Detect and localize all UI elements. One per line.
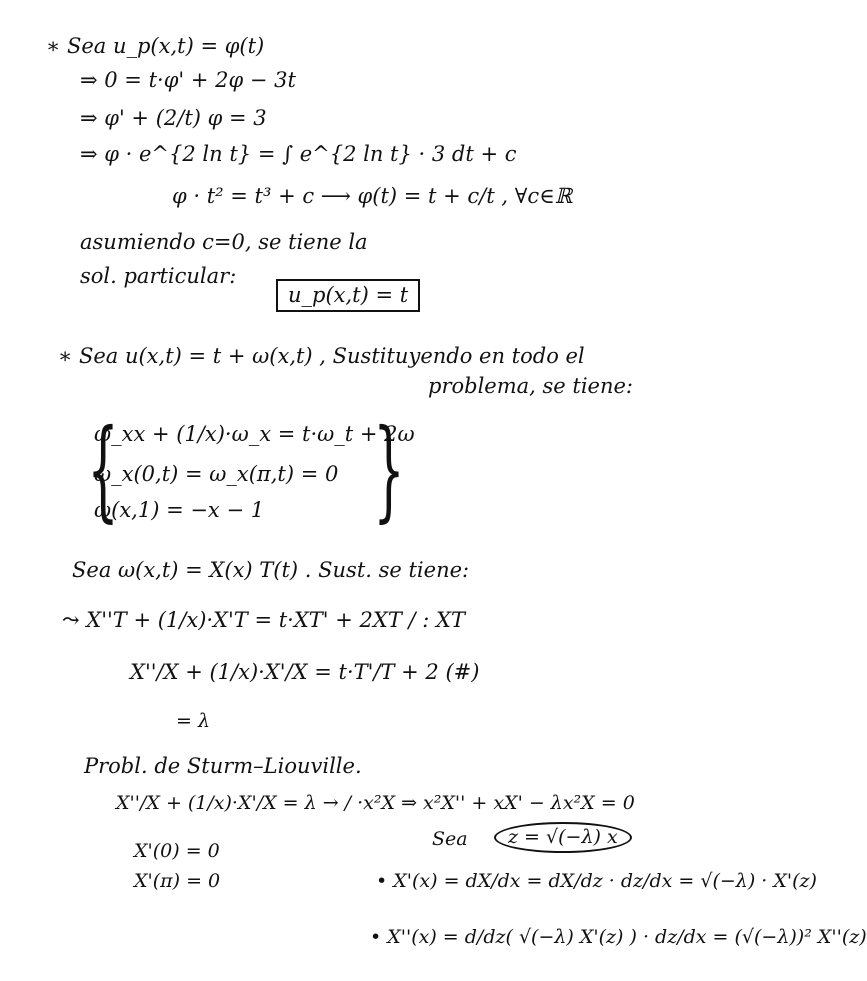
system-pde: ω_xx + (1/x)·ω_x = t·ω_t + 2ω [94, 422, 415, 446]
line-linear-ode: ⇒ φ' + (2/t) φ = 3 [80, 106, 267, 130]
line-sea-up: ∗ Sea u_p(x,t) = φ(t) [46, 34, 265, 58]
system-right-brace: } [373, 405, 405, 533]
circled-change-of-variable: z = √(−λ) x [494, 822, 632, 853]
line-second-derivative: • X''(x) = d/dz( √(−λ) X'(z) ) · dz/dx = (√(−λ))² X''(z) [370, 926, 867, 948]
line-eigen-equation: X''/X + (1/x)·X'/X = λ → / ·x²X ⇒ x²X'' + xX' − λx²X = 0 [116, 792, 635, 814]
boxed-particular-solution: u_p(x,t) = t [276, 279, 420, 312]
line-general-solution: φ · t² = t³ + c ⟶ φ(t) = t + c/t , ∀c∈ℝ [172, 184, 573, 208]
line-assuming-c-zero: asumiendo c=0, se tiene la [80, 230, 368, 254]
line-first-derivative: • X'(x) = dX/dx = dX/dz · dz/dx = √(−λ) · X'(z) [376, 870, 817, 892]
line-sea-z: Sea [432, 828, 468, 850]
line-separation-of-variables: Sea ω(x,t) = X(x) T(t) . Sust. se tiene: [72, 558, 470, 582]
line-sturm-liouville: Probl. de Sturm–Liouville. [84, 754, 362, 778]
system-initial-condition: ω(x,1) = −x − 1 [94, 498, 265, 522]
line-divided-equation: X''/X + (1/x)·X'/X = t·T'/T + 2 (#) [130, 660, 480, 684]
line-problem-becomes: problema, se tiene: [428, 374, 633, 398]
line-separated-equation: ⤳ X''T + (1/x)·X'T = t·XT' + 2XT / : XT [62, 608, 465, 632]
line-substitution: ∗ Sea u(x,t) = t + ω(x,t) , Sustituyendo en todo el [58, 344, 585, 368]
line-particular-solution-label: sol. particular: [80, 264, 237, 288]
line-ode: ⇒ 0 = t·φ' + 2φ − 3t [80, 68, 296, 92]
system-left-brace: { [87, 405, 119, 533]
system-boundary-conditions: ω_x(0,t) = ω_x(π,t) = 0 [94, 462, 339, 486]
line-integrating-factor: ⇒ φ · e^{2 ln t} = ∫ e^{2 ln t} · 3 dt + c [80, 142, 517, 166]
line-bc-pi: X'(π) = 0 [134, 870, 221, 892]
line-bc-zero: X'(0) = 0 [134, 840, 220, 862]
line-equals-lambda: = λ [176, 710, 211, 732]
